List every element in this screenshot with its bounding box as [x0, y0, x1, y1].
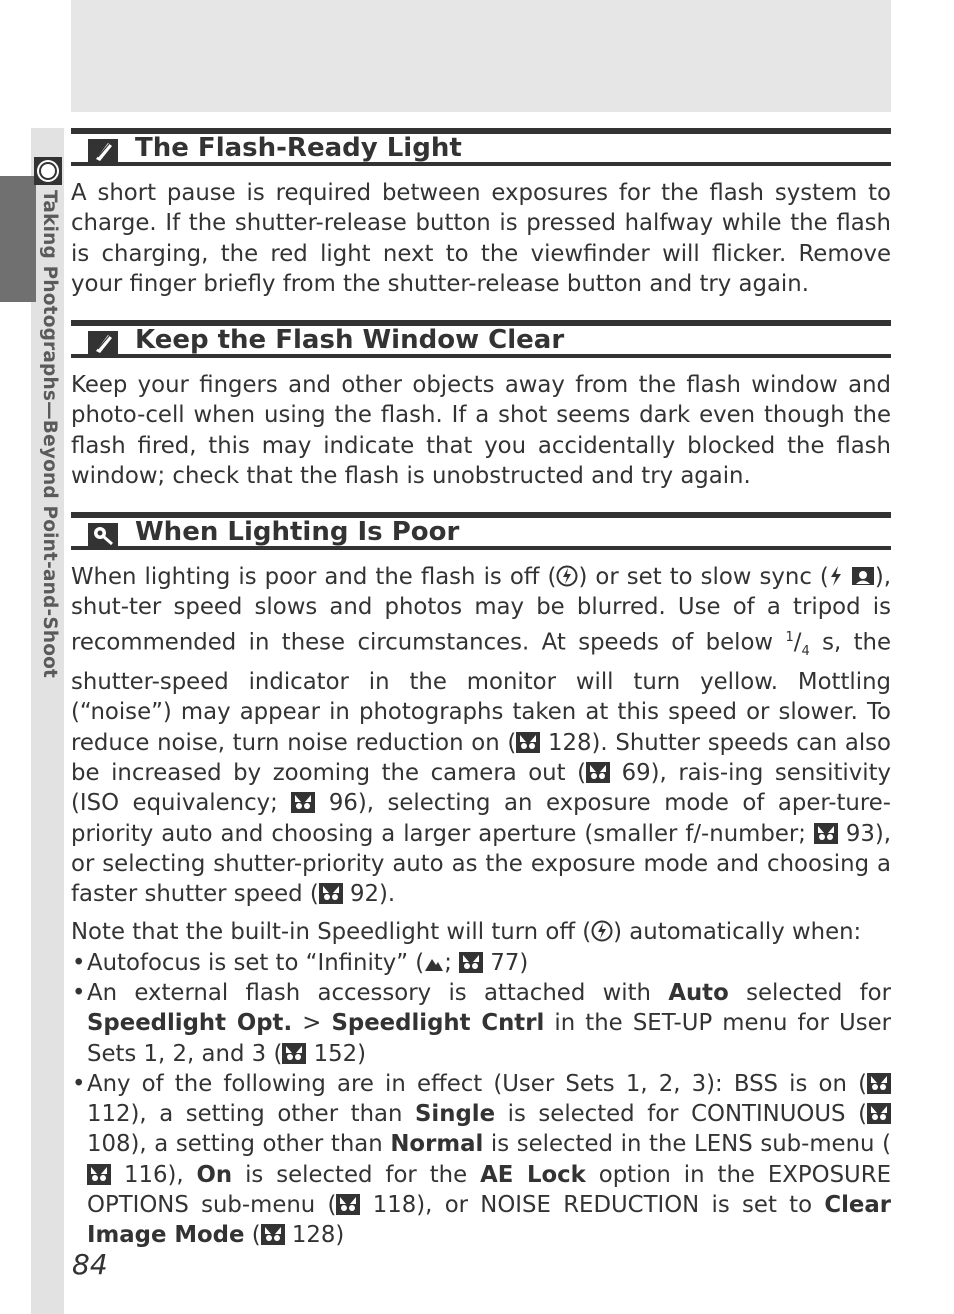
text-run: 128): [284, 1222, 345, 1249]
text-run: Note that the built-in Speedlight will turn off (: [71, 919, 592, 946]
page-reference-icon: [336, 1193, 360, 1215]
text-run: ) automatically when:: [613, 919, 862, 946]
text-run: >: [292, 1010, 332, 1037]
text-run: 112), a setting other than: [87, 1101, 416, 1128]
text-run: 152): [306, 1040, 366, 1067]
fraction-denominator: 4: [801, 643, 810, 659]
slow-sync-portrait-icon: [851, 565, 875, 587]
text-run: 77): [483, 949, 529, 976]
page-reference-icon: [516, 731, 540, 753]
chapter-label: Taking Photographs—Beyond Point-and-Shoot: [39, 190, 60, 679]
section-header: [71, 128, 891, 166]
text-run: ), shut-ter speed slows and photos may be blurred. Use of a tripod is recommended in these circumstances. At speeds of below: [71, 564, 892, 656]
section-body: Keep your fingers and other objects away from the flash window and photo-cell when using the flash. If a shot seems dark even though the flash fired, this may indicate that you accidentally blocked the flash window; check that the flash is unobstructed and try again.: [71, 372, 891, 489]
text-run: 69), rais-ing sensitivity (ISO equivalency;: [71, 759, 892, 817]
list-item: [71, 978, 891, 1069]
bullet: •: [72, 980, 86, 1006]
page-reference-icon: [291, 791, 315, 813]
text-run: ) or set to slow sync (: [578, 564, 829, 590]
page-reference-icon: [867, 1102, 891, 1124]
text-run: 92).: [342, 881, 396, 908]
page-reference-icon: [586, 761, 610, 783]
text-run: ;: [444, 949, 460, 976]
text-run: 116),: [111, 1161, 197, 1188]
section-body-note: [71, 917, 891, 947]
list-item: [71, 948, 891, 978]
bold-term: Speedlight Cntrl: [331, 1010, 545, 1037]
section-header: [71, 320, 891, 358]
infinity-mountain-icon: [424, 953, 444, 973]
tip-lamp-icon: [88, 523, 118, 547]
bullet: •: [72, 949, 86, 976]
bold-term: Auto: [668, 980, 729, 1006]
bold-term: AE Lock: [480, 1161, 586, 1188]
section-body-main: [71, 562, 891, 909]
text-run: Autofocus is set to “Infinity” (: [87, 949, 425, 976]
bold-term: Single: [415, 1101, 496, 1128]
page-number: 84: [72, 1248, 108, 1281]
bold-term: Speedlight Opt.: [87, 1010, 293, 1037]
bullet: •: [72, 1070, 86, 1097]
text-run: option in the EXPOSURE OPTIONS sub-menu (: [87, 1161, 891, 1219]
note-pencil-icon: [88, 331, 118, 355]
page-reference-icon: [459, 951, 483, 973]
section-body: A short pause is required between exposures for the flash system to charge. If the shutter-release button is pressed halfway while the flash is charging, the red light next to the viewfinder will flicker. Remove your finger briefly from the shutter-release button and try again.: [71, 180, 891, 297]
text-run: s, the shutter-speed indicator in the monitor will turn yellow. Mottling (“noise”) may appear in photographs taken at this speed or slower. To reduce noise, turn noise reduction on (: [71, 629, 892, 756]
text-run: When lighting is poor and the flash is off (: [71, 564, 557, 590]
text-run: in the SET-UP menu for User Sets 1, 2, and 3 (: [87, 1010, 891, 1067]
text-run: selected for: [728, 980, 891, 1006]
fraction-numerator: 1: [785, 629, 794, 645]
bold-term: Normal: [390, 1131, 484, 1158]
note-pencil-icon: [88, 139, 118, 163]
text-run: 108), a setting other than: [87, 1131, 391, 1158]
section-lighting-poor: [71, 512, 891, 1251]
section-flash-ready-light: [71, 128, 891, 299]
text-run: is selected for CONTINUOUS (: [495, 1101, 867, 1128]
text-run: Any of the following are in effect (User Sets 1, 2, 3): BSS is on (: [87, 1070, 867, 1097]
page-reference-icon: [814, 822, 838, 844]
list-item: [71, 1069, 891, 1251]
text-run: is selected for the: [232, 1161, 481, 1188]
page-reference-icon: [319, 882, 343, 904]
side-chapter-tab: [0, 176, 36, 302]
flash-off-icon: [591, 920, 613, 942]
text-run: 118), or NOISE REDUCTION is set to: [360, 1192, 825, 1219]
flash-off-icon: [556, 565, 578, 587]
page-reference-icon: [87, 1163, 111, 1185]
page-reference-icon: [282, 1042, 306, 1064]
text-run: 93), or selecting shutter-priority auto as the exposure mode and choosing a faster shutter speed (: [71, 820, 891, 908]
text-run: 128).: [540, 729, 608, 756]
text-run: Shutter speeds can also be increased by zooming the camera out (: [71, 729, 891, 786]
text-run: An external flash accessory is attached with: [87, 980, 669, 1006]
camera-mode-icon: [34, 157, 62, 185]
text-run: is selected in the LENS sub-menu (: [483, 1131, 891, 1158]
page-reference-icon: [261, 1223, 285, 1245]
section-flash-window-clear: [71, 320, 891, 491]
section-title: The Flash-Ready Light: [135, 133, 462, 163]
conditions-list: [71, 948, 891, 1251]
flash-icon: [829, 565, 843, 587]
section-title: Keep the Flash Window Clear: [135, 325, 565, 355]
fraction-separator: /: [793, 629, 802, 656]
top-gray-band: [71, 0, 891, 112]
bold-term: Clear Image Mode: [87, 1192, 891, 1249]
text-run: 96), selecting an exposure mode of aper-ture-priority auto and choosing a larger aperture (smaller f/-number;: [71, 790, 891, 847]
page-reference-icon: [867, 1072, 891, 1094]
text-run: (: [244, 1222, 261, 1249]
bold-term: On: [196, 1161, 233, 1188]
section-header: [71, 512, 891, 550]
section-title: When Lighting Is Poor: [135, 517, 460, 547]
